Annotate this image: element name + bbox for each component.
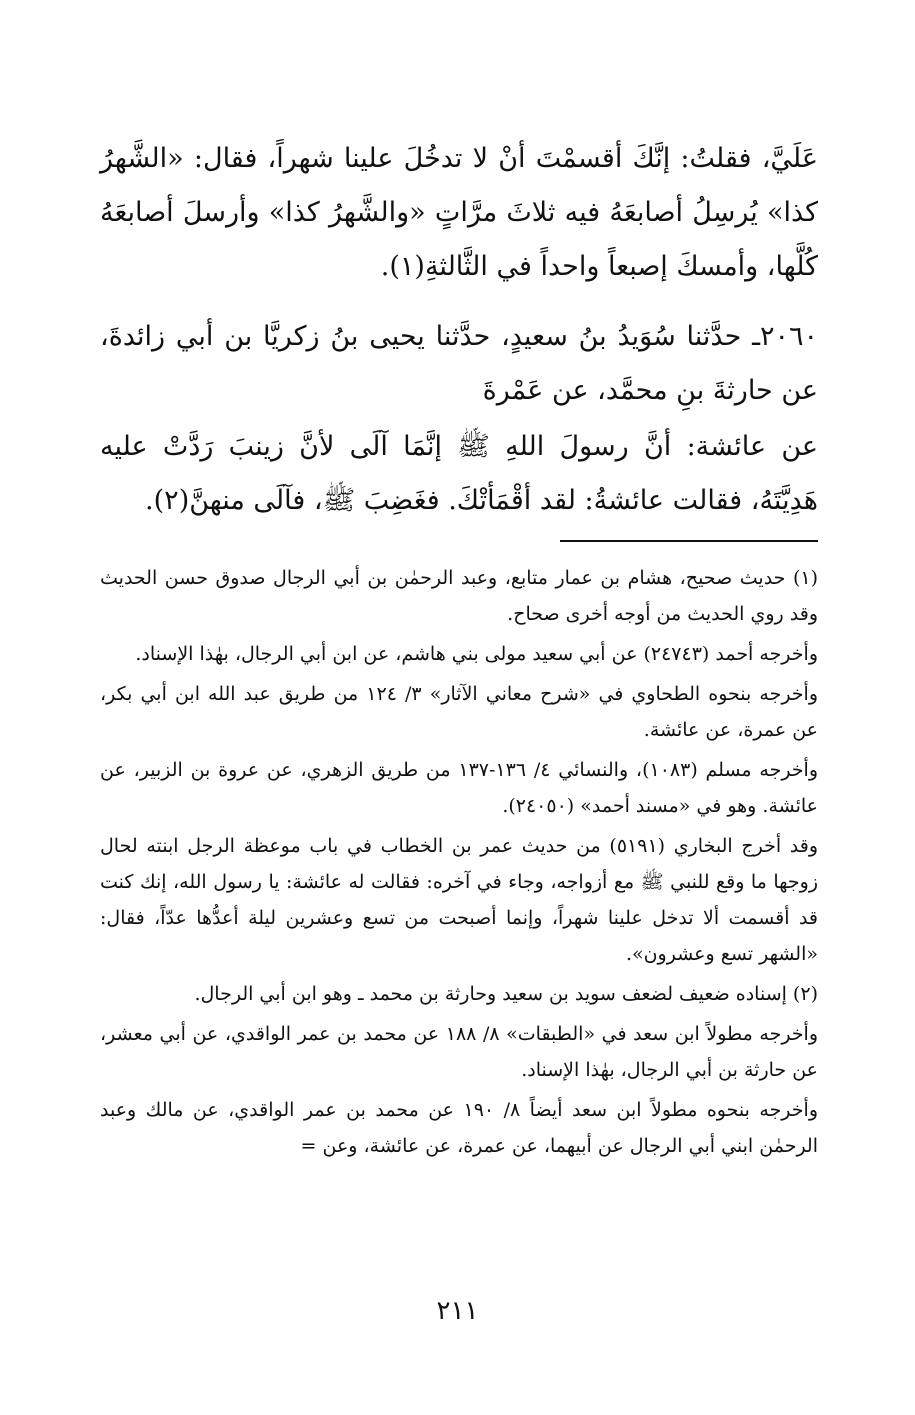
footnote-paragraph: وأخرجه مطولاً ابن سعد في «الطبقات» ٨/ ١٨٨ عن محمد بن عمر الواقدي، عن أبي معشر، عن حارثة بن أبي الرجال، بهٰذا الإسناد. [100, 1023, 818, 1081]
footnote-paragraph: (٢) إسناده ضعيف لضعف سويد بن سعيد وحارثة بن محمد ـ وهو ابن أبي الرجال. [194, 983, 818, 1005]
hadith-2060-isnad: ٢٠٦٠ـ حدَّثنا سُوَيدُ بنُ سعيدٍ، حدَّثنا يحيى بنُ زكريَّا بن أبي زائدةَ، عن حارثةَ بنِ محمَّد، عن عَمْرةَ [100, 321, 818, 406]
footnote-divider [560, 540, 818, 542]
footnote-paragraph: وأخرجه بنحوه مطولاً ابن سعد أيضاً ٨/ ١٩٠ عن محمد بن عمر الواقدي، عن مالك وعبد الرحمٰن ابني أبي الرجال عن أبيهما، عن عمرة، عن عائشة، وعن = [100, 1099, 818, 1157]
footnote-paragraph: وأخرجه بنحوه الطحاوي في «شرح معاني الآثار» ٣/ ١٢٤ من طريق عبد الله ابن أبي بكر، عن عمرة، عن عائشة. [100, 683, 818, 741]
footnotes-section [100, 560, 818, 1168]
footnote-paragraph: وأخرجه مسلم (١٠٨٣)، والنسائي ٤/ ١٣٦-١٣٧ من طريق الزهري، عن عروة بن الزبير، عن عائشة. وهو في «مسند أحمد» (٢٤٠٥٠). [100, 759, 819, 817]
footnote-paragraph: وقد أخرج البخاري (٥١٩١) من حديث عمر بن الخطاب في باب موعظة الرجل ابنته لحال زوجها ما وقع للنبي ﷺ مع أزواجه، وجاء في آخره: فقالت له عائشة: يا رسول الله، إنك كنت قد أقسمت ألا تدخل علينا شهراً، وإنما أصبحت من تسع وعشرين ليلة أعدُّها عدّاً، فقال: «الشهر تسع وعشرون». [100, 835, 818, 965]
hadith-text-continuation: عَلَيَّ، فقلتُ: إنَّكَ أقسمْتَ أنْ لا تدخُلَ علينا شهراً، فقال: «الشَّهرُ كذا» يُرسِلُ أصابعَهُ فيه ثلاثَ مرَّاتٍ «والشَّهرُ كذا» وأرسلَ أصابعَهُ كُلَّها، وأمسكَ إصبعاً واحداً في الثَّالثةِ(١). [100, 143, 818, 282]
footnote-paragraph: (١) حديث صحيح، هشام بن عمار متابع، وعبد الرحمٰن بن أبي الرجال صدوق حسن الحديث وقد روي الحديث من أوجه أخرى صحاح. [100, 567, 818, 625]
page-number: ٢١١ [436, 1296, 479, 1326]
footnote-paragraph: وأخرجه أحمد (٢٤٧٤٣) عن أبي سعيد مولى بني هاشم، عن ابن أبي الرجال، بهٰذا الإسناد. [135, 643, 818, 665]
hadith-2060-matn: عن عائشة: أنَّ رسولَ اللهِ ﷺ إنَّمَا آلَى لأنَّ زينبَ رَدَّتْ عليه هَدِيَّتَهُ، فقالت عائشةُ: لقد أقْمَأتْكَ. فغَضِبَ ﷺ، فآلَى منهنَّ(٢). [100, 431, 818, 516]
